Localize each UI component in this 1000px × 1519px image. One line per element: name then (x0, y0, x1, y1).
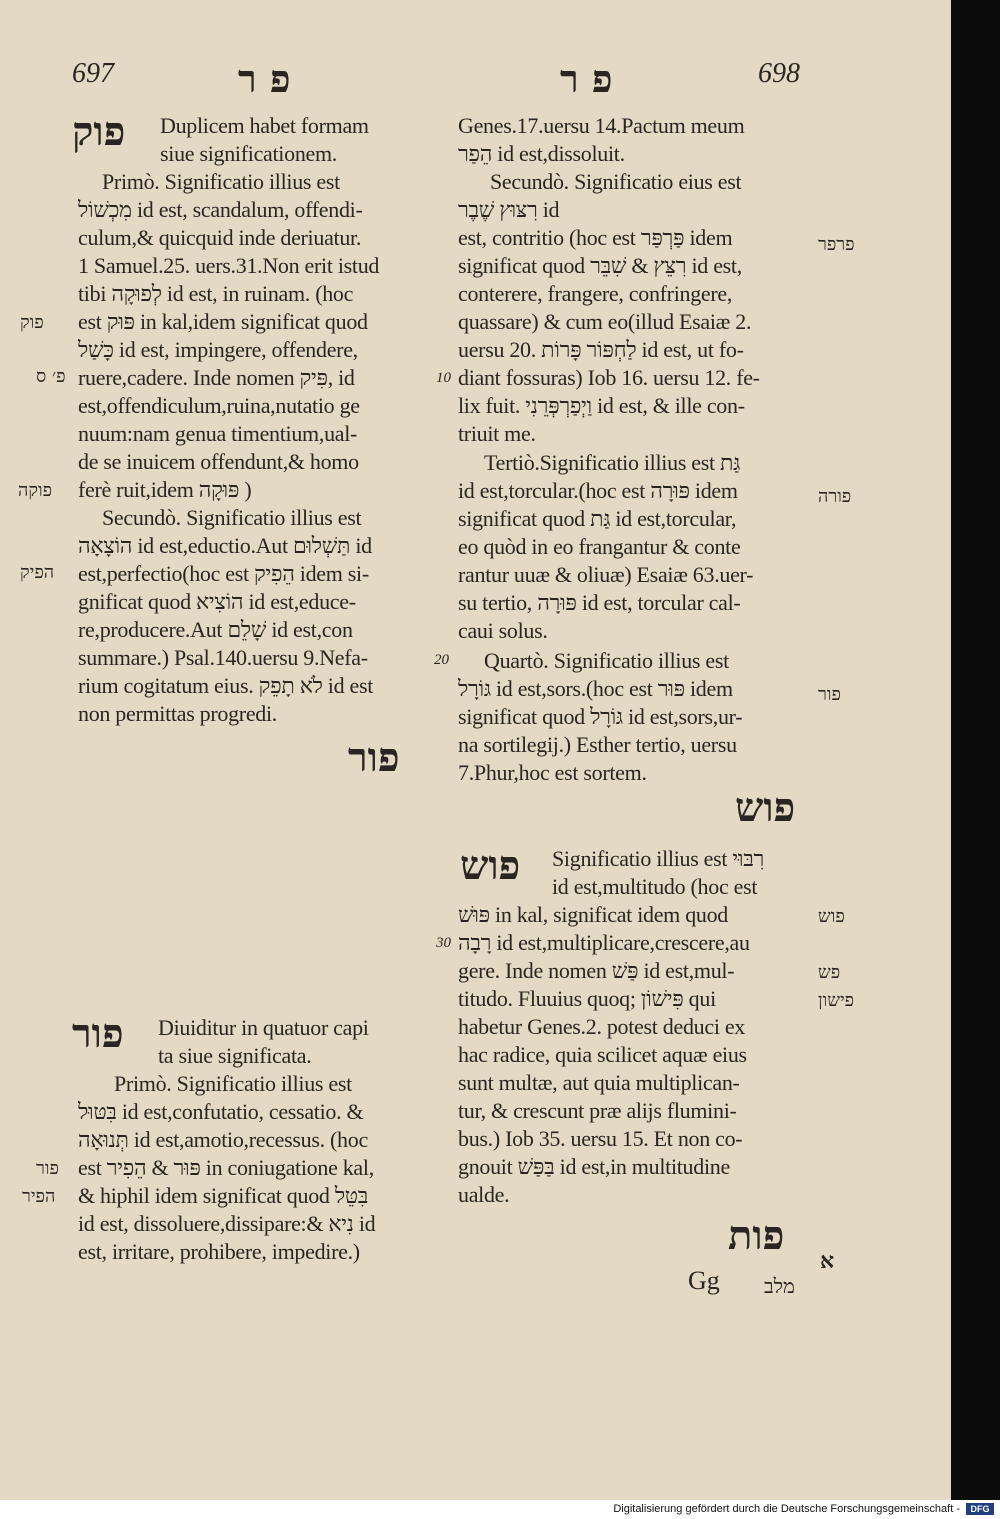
dfg-logo: DFG (966, 1503, 994, 1515)
text-line: re,producere.Aut שָׁלֵם id est,con (78, 617, 353, 642)
text-line: ruere,cadere. Inde nomen פִּיק, id (78, 365, 355, 390)
text-line: habetur Genes.2. potest deduci ex (458, 1014, 746, 1039)
text-line: גּוֹרָל id est,sors.(hoc est פּוּר idem (458, 676, 733, 701)
text-line: rantur uuæ & oliuæ) Esaiæ 63.uer- (458, 562, 754, 587)
text-line: titudo. Fluuius quoq; פִּישׁוֹן qui (458, 986, 716, 1011)
text-line: triuit me. (458, 421, 536, 446)
page-number-left: 697 (72, 58, 114, 89)
text-line: culum,& quicquid inde deriuatur. (78, 225, 362, 250)
entry-title-push: פוש (735, 784, 796, 831)
text-line: sunt multæ, aut quia multiplican- (458, 1070, 740, 1095)
margin-note: הפיק (20, 562, 55, 583)
text-line: conterere, frangere, confringere, (458, 281, 733, 306)
text-line: הוֹצָאָה id est,eductio.Aut תַּשְׁלוּם id (78, 533, 372, 558)
text-line: nuum:nam genua timentium,ual- (78, 421, 358, 446)
text-line: & hiphil idem significat quod בִּטֵּל (78, 1183, 369, 1208)
running-head-right: פ ר (560, 56, 613, 101)
text-line: non permittas progredi. (78, 701, 277, 726)
text-line: gnouit בַּפַּשׁ id est,in multitudine (458, 1154, 730, 1179)
text-line: הֵפַר id est,dissoluit. (458, 141, 625, 166)
text-line: gnificat quod הוֹצִיא id est,educe- (78, 589, 356, 614)
line-number: 10 (436, 370, 451, 386)
footer-bar (0, 1500, 1000, 1519)
page-number-right: 698 (758, 58, 800, 89)
text-line: significat quod גַּת id est,torcular, (458, 506, 737, 531)
entry-title-pur: פור (72, 1010, 124, 1057)
text-line: רָבָה id est,multiplicare,crescere,au (458, 930, 750, 955)
text-line: lix fuit. וַיְפַרְפְּרֵנִי id est, & ille con- (458, 393, 745, 418)
text-line: est,perfectio(hoc est הֵפִיק idem si- (78, 561, 369, 586)
text-line: Quartò. Significatio illius est (484, 648, 729, 673)
entry-title-por: פור (348, 734, 400, 781)
text-line: Primò. Significatio illius est (114, 1071, 352, 1096)
text-line: Significatio illius est רִבּוּי (552, 846, 765, 871)
section-letter: א (820, 1248, 835, 1274)
text-line: gere. Inde nomen פַּשׁ id est,mul- (458, 958, 735, 983)
entry-title-push-2: פוש (460, 842, 521, 889)
catchword: מלב (764, 1274, 795, 1298)
text-line: est,offendiculum,ruina,nutatio ge (78, 393, 360, 418)
text-line: Tertiò.Significatio illius est גַּת (484, 450, 741, 475)
text-line: tibi לְפוּקָה id est, in ruinam. (hoc (78, 281, 354, 306)
margin-note: הפיר (22, 1186, 56, 1207)
entry-title-puk: פוק (72, 108, 126, 155)
text-line: est, contritio (hoc est פַּרְפַּר idem (458, 225, 733, 250)
text-line: est פּוּק in kal,idem significat quod (78, 309, 368, 334)
text-line: na sortilegij.) Esther tertio, uersu (458, 732, 737, 757)
margin-note: פישון (818, 990, 855, 1011)
line-number: 30 (436, 935, 451, 951)
text-line: id est, dissoluere,dissipare:& נִיא id (78, 1211, 376, 1236)
signature-mark: Gg (688, 1266, 720, 1295)
text-line: de se inuicem offendunt,& homo (78, 449, 359, 474)
text-line: Primò. Significatio illius est (102, 169, 340, 194)
text-line: Diuiditur in quatuor capi (158, 1015, 369, 1040)
margin-note: פוק (20, 312, 44, 333)
scan-border (951, 0, 1000, 1500)
text-line: Secundò. Significatio illius est (102, 505, 362, 530)
text-line: Duplicem habet formam (160, 113, 369, 138)
margin-note: פור (36, 1158, 59, 1179)
text-line: significat quod גּוֹרָל id est,sors,ur- (458, 704, 743, 729)
text-line: Secundò. Significatio eius est (490, 169, 742, 194)
text-line: diant fossuras) Iob 16. uersu 12. fe- (458, 365, 760, 390)
entry-title-pot: פות (728, 1212, 785, 1259)
text-line: hac radice, quia scilicet aquæ eius (458, 1042, 747, 1067)
margin-note: פרפר (818, 234, 855, 255)
text-line: פּוּשׁ in kal, significat idem quod (458, 902, 728, 927)
text-line: quassare) & cum eo(illud Esaiæ 2. (458, 309, 752, 334)
margin-note: פורה (818, 486, 852, 507)
text-line: ferè ruit,idem פּוּקָה ) (78, 477, 252, 502)
text-line: תְּנוּאָה id est,amotio,recessus. (hoc (78, 1127, 368, 1152)
text-line: siue significationem. (160, 141, 337, 166)
text-line: bus.) Iob 35. uersu 15. Et non co- (458, 1126, 743, 1151)
text-line: מִכְשׁוֹל id est, scandalum, offendi- (78, 197, 363, 222)
text-line: 1 Samuel.25. uers.31.Non erit istud (78, 253, 380, 278)
text-line: id est,torcular.(hoc est פּוּרָה idem (458, 478, 738, 503)
margin-note: פוש (818, 906, 845, 927)
text-line: ualde. (458, 1182, 510, 1207)
text-line: summare.) Psal.140.uersu 9.Nefa- (78, 645, 368, 670)
text-line: id est,multitudo (hoc est (552, 874, 758, 899)
text-line: Genes.17.uersu 14.Pactum meum (458, 113, 745, 138)
line-number: 20 (434, 652, 449, 668)
text-line: ta siue significata. (158, 1043, 312, 1068)
footer-credit: Digitalisierung gefördert durch die Deutsche Forschungsgemeinschaft - (613, 1503, 960, 1515)
margin-note: פור (818, 684, 841, 705)
text-line: caui solus. (458, 618, 548, 643)
text-line: בִּטּוּל id est,confutatio, cessatio. & (78, 1099, 364, 1124)
running-head-left: פ ר (238, 56, 291, 101)
text-line: uersu 20. לַחְפּוֹר פָּרוֹת id est, ut fo- (458, 337, 744, 362)
text-line: רִצּוּץ שֶׁבֶר id (458, 197, 560, 222)
text-line: rium cogitatum eius. לֹא תָפֵק id est (78, 673, 374, 698)
text-line: est פּוּר & הֵפִיר in coniugatione kal, (78, 1155, 374, 1180)
text-line: tur, & crescunt præ alijs flumini- (458, 1098, 737, 1123)
text-line: eo quòd in eo frangantur & conte (458, 534, 741, 559)
margin-note: פש (818, 962, 841, 983)
margin-note: פ׳ ס (36, 366, 66, 387)
margin-note: פוקה (18, 480, 53, 501)
text-line: est, irritare, prohibere, impedire.) (78, 1239, 360, 1264)
text-line: significat quod רִצֵּץ & שִׁבֵּר id est, (458, 253, 742, 278)
text-line: כָּשַׁל id est, impingere, offendere, (78, 337, 358, 362)
text-line: su tertio, פּוּרָה id est, torcular cal- (458, 590, 741, 615)
text-line: 7.Phur,hoc est sortem. (458, 760, 647, 785)
